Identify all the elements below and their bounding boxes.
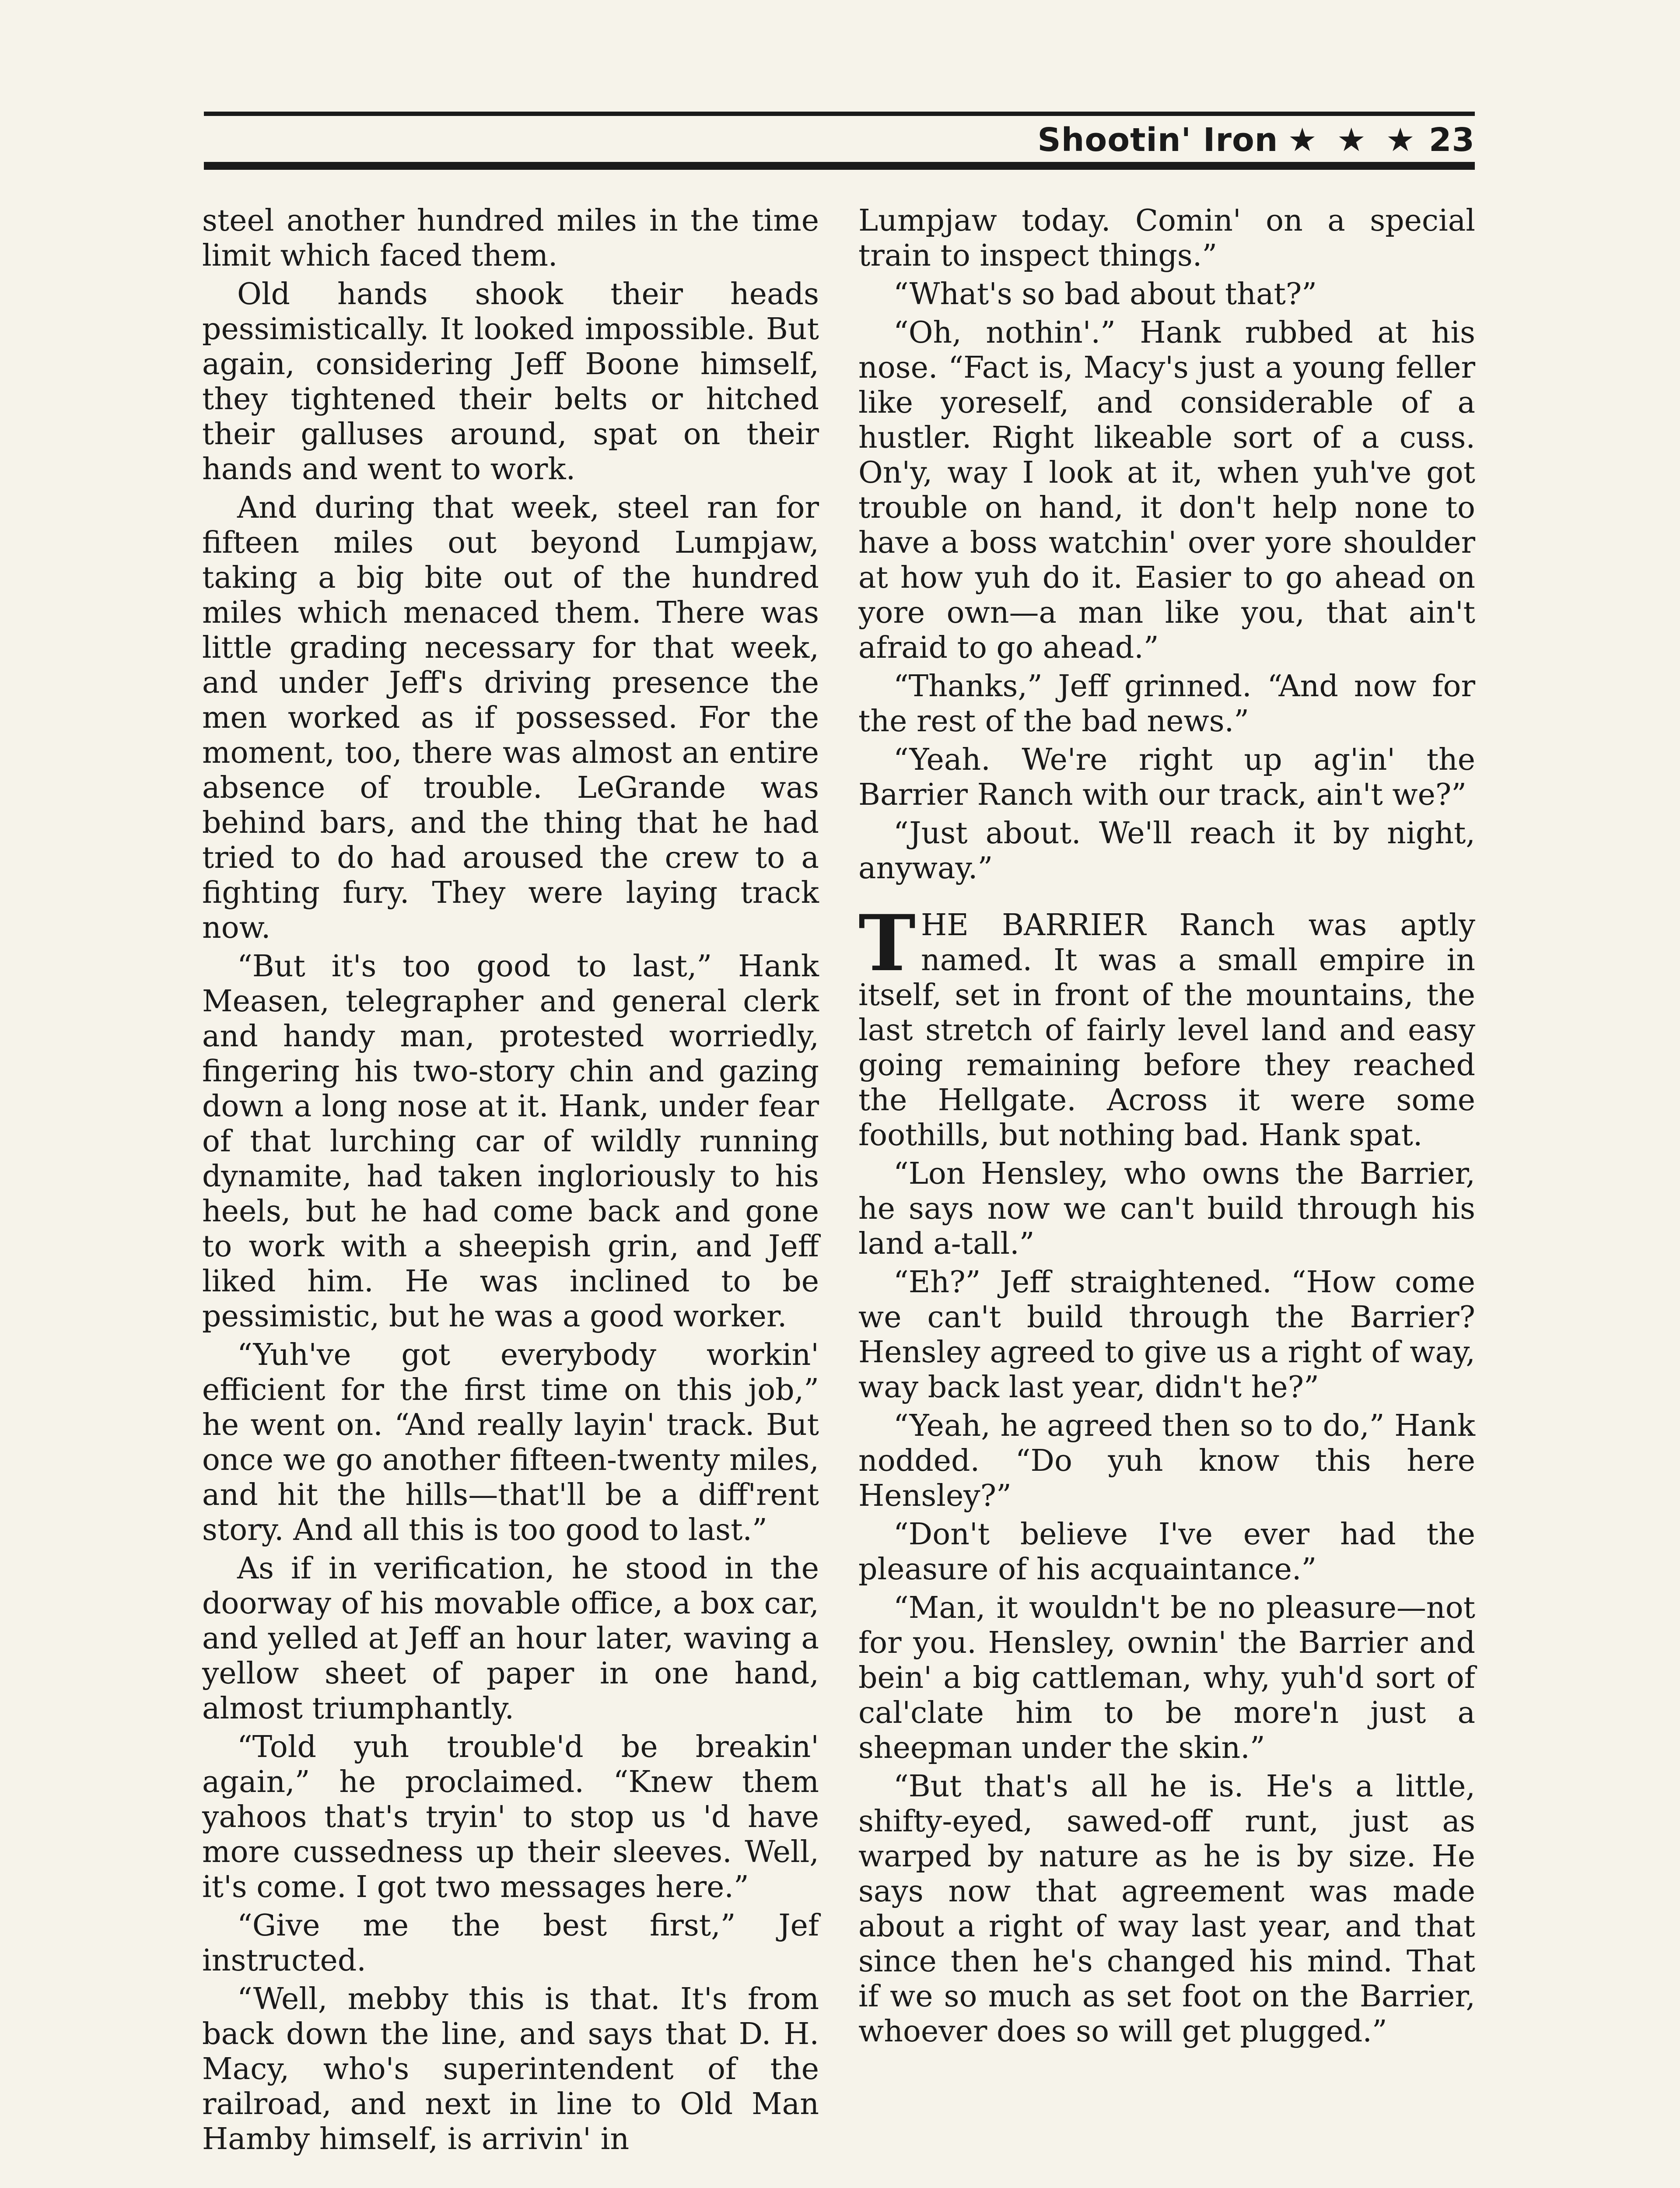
paragraph: “Yeah. We're right up ag'in' the Barrier Ranch with our track, ain't we?” <box>858 743 1475 812</box>
paragraph: “Eh?” Jeff straightened. “How come we can't build through the Barrier? Hensley agreed to give us a right of way, way back last year, didn't he?” <box>858 1265 1475 1405</box>
paragraph: “Just about. We'll reach it by night, anyway.” <box>858 816 1475 886</box>
paragraph: “Yeah, he agreed then so to do,” Hank nodded. “Do yuh know this here Hensley?” <box>858 1409 1475 1513</box>
paragraph: “Yuh've got everybody workin' efficient for the first time on this job,” he went on. “And really layin' track. But once we go another fifteen-twenty miles, and hit the hills—that'll be a diff'rent story. And all this is too good to last.” <box>202 1338 819 1547</box>
header-top-rule <box>204 112 1475 116</box>
paragraph: And during that week, steel ran for fifteen miles out beyond Lumpjaw, taking a big bite out of the hundred miles which menaced them. There was little grading necessary for that week, and under Jeff's driving presence the men worked as if possessed. For the moment, too, there was almost an entire absence of trouble. LeGrande was behind bars, and the thing that he had tried to do had aroused the crew to a fighting fury. They were laying track now. <box>202 491 819 945</box>
left-column <box>202 203 819 2160</box>
paragraph: “But it's too good to last,” Hank Measen, telegrapher and general clerk and handy man, protested worriedly, fingering his two-story chin and gazing down a long nose at it. Hank, under fear of that lurching car of wildly running dynamite, had taken ingloriously to his heels, but he had come back and gone to work with a sheepish grin, and Jeff liked him. He was inclined to be pessimistic, but he was a good worker. <box>202 949 819 1334</box>
paragraph: “Well, mebby this is that. It's from back down the line, and says that D. H. Macy, who's superintendent of the railroad, and next in line to Old Man Hamby himself, is arrivin' in <box>202 1982 819 2156</box>
drop-cap: T <box>858 898 916 989</box>
magazine-title: Shootin' Iron <box>1037 121 1278 159</box>
paragraph: “Man, it wouldn't be no pleasure—not for you. Hensley, ownin' the Barrier and bein' a big cattleman, why, yuh'd sort of cal'clate him to be more'n just a sheepman under the skin.” <box>858 1591 1475 1765</box>
section-opening-paragraph <box>858 898 1475 1153</box>
page-number: 23 <box>1429 121 1475 159</box>
paragraph: steel another hundred miles in the time limit which faced them. <box>202 203 819 273</box>
paragraph: Lumpjaw today. Comin' on a special train to inspect things.” <box>858 203 1475 273</box>
paragraph: As if in verification, he stood in the doorway of his movable office, a box car, and yelled at Jeff an hour later, waving a yellow sheet of paper in one hand, almost triumphantly. <box>202 1551 819 1726</box>
header-bottom-rule <box>204 162 1475 170</box>
paragraph: “Lon Hensley, who owns the Barrier, he says now we can't build through his land a-tall.” <box>858 1157 1475 1261</box>
right-column <box>858 203 1475 2053</box>
paragraph: “But that's all he is. He's a little, shifty-eyed, sawed-off runt, just as warped by nature as he is by size. He says now that agreement was made about a right of way last year, and that since then he's changed his mind. That if we so much as set foot on the Barrier, whoever does so will get plugged.” <box>858 1769 1475 2049</box>
paragraph: “Thanks,” Jeff grinned. “And now for the rest of the bad news.” <box>858 669 1475 739</box>
paragraph: “Told yuh trouble'd be breakin' again,” he proclaimed. “Knew them yahoos that's tryin' to stop us 'd have more cussedness up their sleeves. Well, it's come. I got two messages here.” <box>202 1730 819 1904</box>
header-stars: ★ ★ ★ <box>1288 121 1420 159</box>
paragraph: “Don't believe I've ever had the pleasure of his acquaintance.” <box>858 1517 1475 1587</box>
paragraph: “What's so bad about that?” <box>893 277 1317 312</box>
paragraph: “Oh, nothin'.” Hank rubbed at his nose. “Fact is, Macy's just a young feller like yoreself, and considerable of a hustler. Right likeable sort of a cuss. On'y, way I look at it, when yuh've got trouble on hand, it don't help none to have a boss watchin' over yore shoulder at how yuh do it. Easier to go ahead on yore own—a man like you, that ain't afraid to go ahead.” <box>858 316 1475 665</box>
running-header <box>204 120 1475 160</box>
paragraph: “Give me the best first,” Jef instructed. <box>202 1908 819 1978</box>
paragraph: Old hands shook their heads pessimistically. It looked impossible. But again, considering Jeff Boone himself, they tightened their belts or hitched their galluses around, spat on their hands and went to work. <box>202 277 819 487</box>
section-opening-text: HE BARRIER Ranch was aptly named. It was a small empire in itself, set in front of the mountains, the last stretch of fairly level land and easy going remaining before they reached the Hellgate. Across it were some foothills, but nothing bad. Hank spat. <box>858 908 1475 1153</box>
